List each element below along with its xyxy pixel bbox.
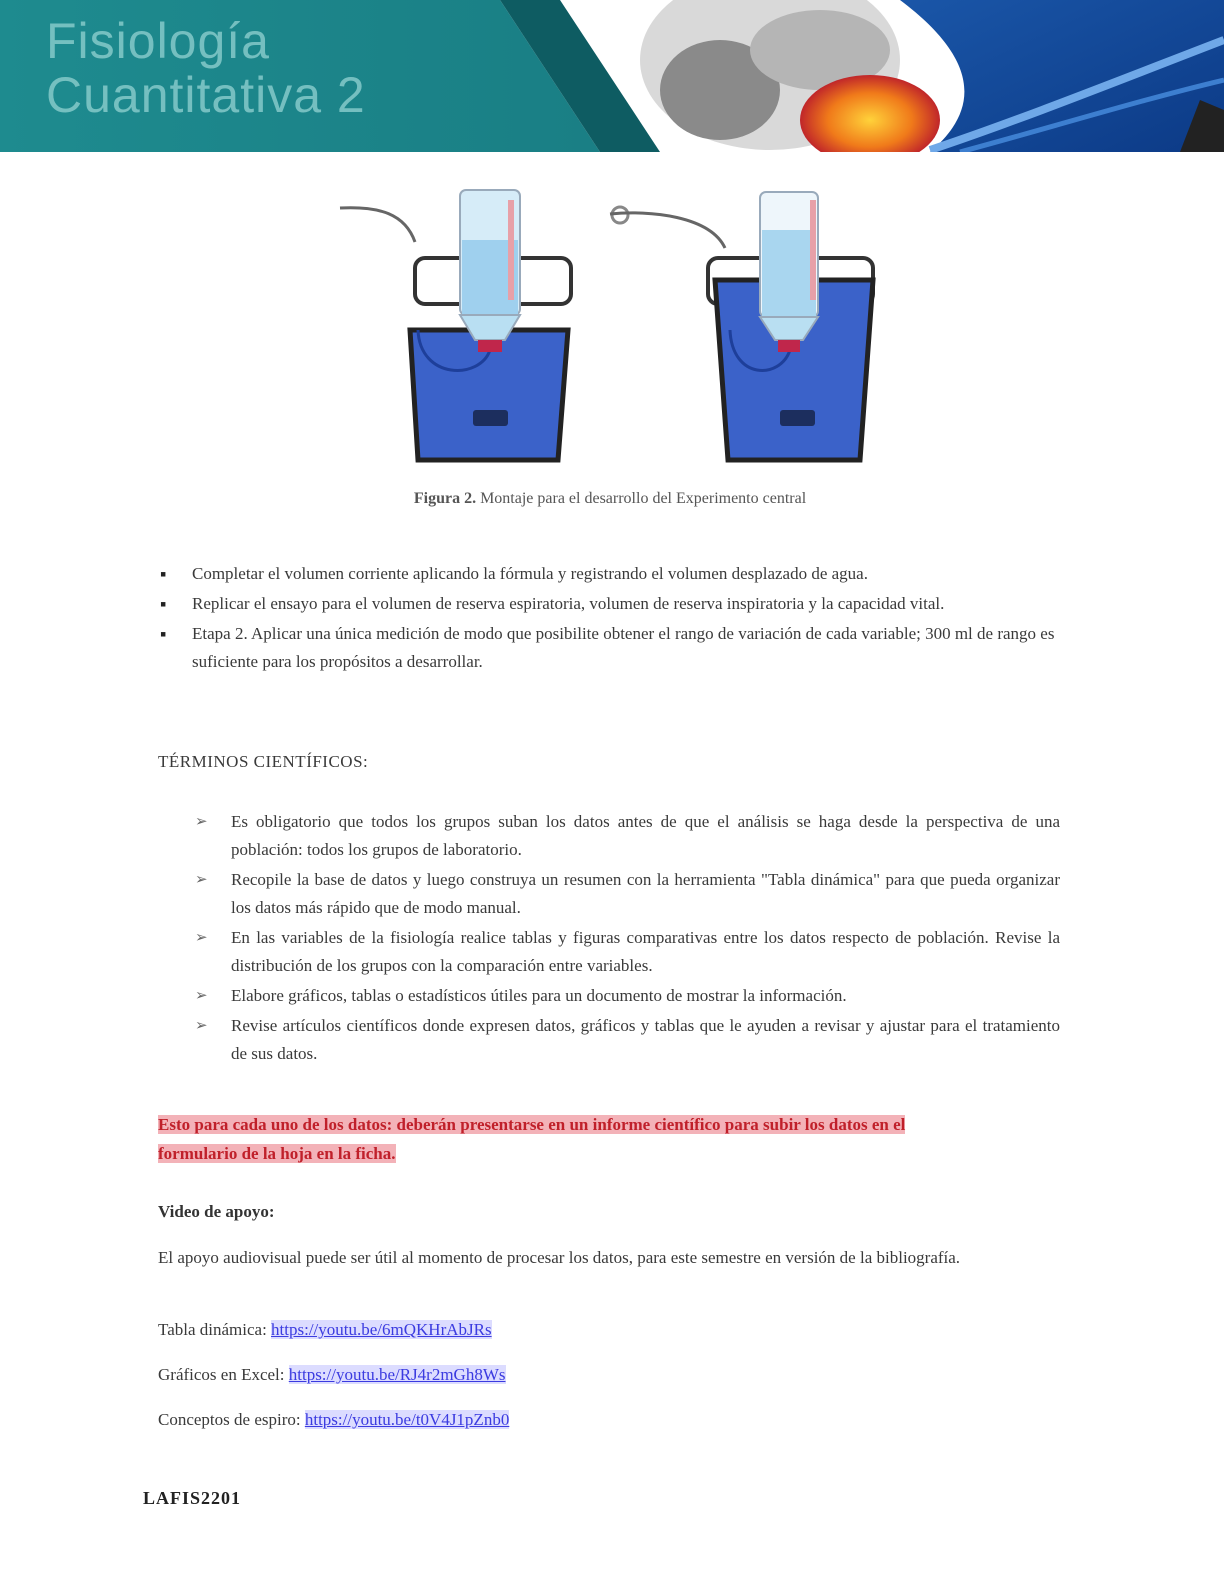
list-item: ▪ Completar el volumen corriente aplicando la fórmula y registrando el volumen desplazado de agua.: [160, 560, 1060, 588]
warning-line2: formulario de la hoja en la ficha.: [158, 1144, 396, 1163]
banner-title-line1: Fisiología: [46, 13, 270, 69]
section-title: TÉRMINOS CIENTÍFICOS:: [158, 752, 369, 771]
link-label: Tabla dinámica:: [158, 1320, 267, 1339]
link-row-spiro: [158, 1410, 509, 1430]
experiment-figure: [330, 180, 900, 480]
list-item: ➢ Recopile la base de datos y luego construya un resumen con la herramienta "Tabla dinámica" para que pueda organizar los datos más rápido que de modo manual.: [195, 866, 1060, 922]
pivot-table-link[interactable]: https://youtu.be/6mQKHrAbJRs: [271, 1320, 492, 1339]
link-row-charts: [158, 1365, 506, 1385]
left-apparatus: [340, 190, 571, 460]
support-paragraph: El apoyo audiovisual puede ser útil al momento de procesar los datos, para este semestre en versión de la bibliografía.: [158, 1248, 961, 1267]
link-row-pivot: [158, 1320, 492, 1340]
spiro-concepts-link[interactable]: https://youtu.be/t0V4J1pZnb0: [304, 1410, 510, 1429]
footer-code: LAFIS2201: [143, 1488, 242, 1508]
instruction-list: [160, 560, 1060, 678]
header-banner: [0, 0, 1224, 152]
list-item: ➢ Elabore gráficos, tablas o estadísticos útiles para un documento de mostrar la información.: [195, 982, 1060, 1010]
list-item: ➢ Es obligatorio que todos los grupos suban los datos antes de que el análisis se haga desde la perspectiva de una población: todos los grupos de laboratorio.: [195, 808, 1060, 864]
right-apparatus: [610, 192, 873, 460]
banner-title-line2: Cuantitativa 2: [46, 67, 366, 123]
link-label: Gráficos en Excel:: [158, 1365, 285, 1384]
warning-note: [158, 1110, 1068, 1168]
figure-caption: [160, 490, 1060, 508]
list-item: ▪ Replicar el ensayo para el volumen de reserva espiratoria, volumen de reserva inspiratoria y la capacidad vital.: [160, 590, 1060, 618]
support-heading: Video de apoyo:: [158, 1202, 275, 1221]
warning-line1: Esto para cada uno de los datos: deberán presentarse en un informe científico para subir los datos en el: [158, 1115, 906, 1134]
list-item: ➢ Revise artículos científicos donde expresen datos, gráficos y tablas que le ayuden a revisar y ajustar para el tratamiento de sus datos.: [195, 1012, 1060, 1068]
excel-charts-link[interactable]: https://youtu.be/RJ4r2mGh8Ws: [288, 1365, 506, 1384]
list-item: ▪ Etapa 2. Aplicar una única medición de modo que posibilite obtener el rango de variación de cada variable; 300 ml de rango es suficiente para los propósitos a desarrollar.: [160, 620, 1060, 676]
figure-caption-text: Montaje para el desarrollo del Experimento central: [480, 490, 807, 507]
analysis-list: [195, 808, 1060, 1070]
figure-caption-label: Figura 2.: [413, 490, 477, 507]
list-item: ➢ En las variables de la fisiología realice tablas y figuras comparativas entre los datos respecto de población. Revise la distribución de los grupos con la comparación entre variables.: [195, 924, 1060, 980]
link-label: Conceptos de espiro:: [158, 1410, 301, 1429]
banner-title: [46, 14, 366, 122]
spirometer-illustration: [330, 180, 900, 480]
